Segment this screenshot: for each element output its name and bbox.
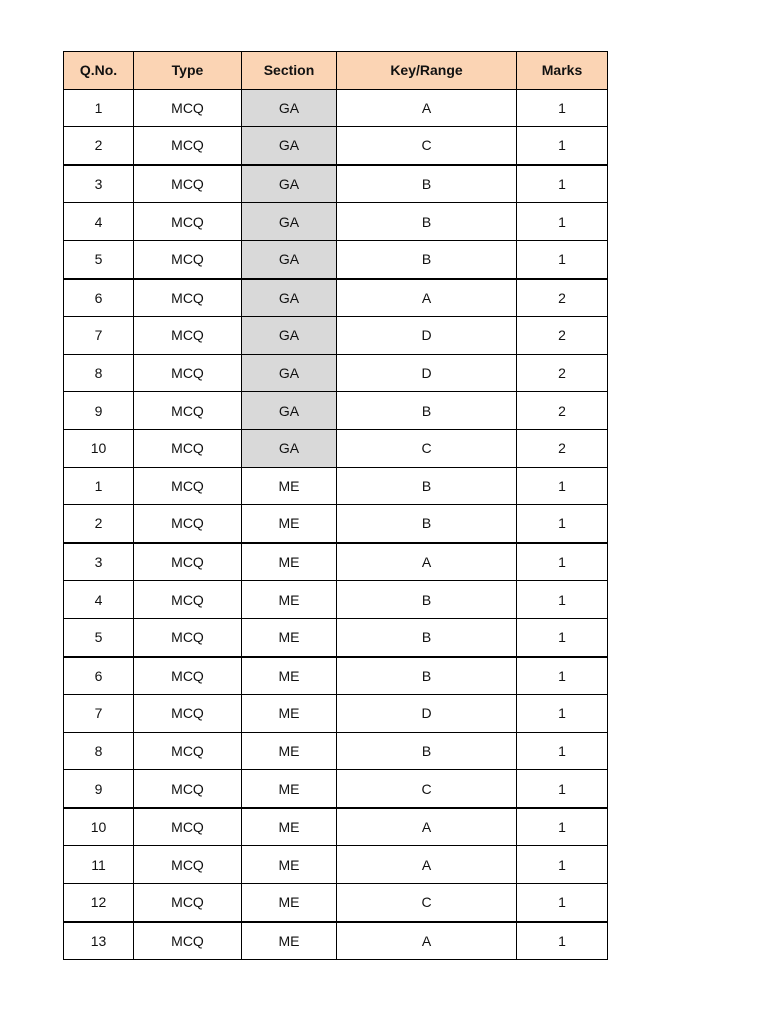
cell-type: MCQ bbox=[134, 695, 242, 733]
cell-type: MCQ bbox=[134, 884, 242, 922]
cell-key-range: A bbox=[337, 808, 517, 846]
cell-section: ME bbox=[242, 543, 337, 581]
cell-type: MCQ bbox=[134, 505, 242, 543]
cell-section: ME bbox=[242, 808, 337, 846]
cell-marks: 2 bbox=[517, 279, 608, 317]
cell-type: MCQ bbox=[134, 922, 242, 960]
cell-section: GA bbox=[242, 392, 337, 430]
cell-qno: 8 bbox=[64, 732, 134, 770]
cell-qno: 4 bbox=[64, 581, 134, 619]
table-row bbox=[64, 317, 608, 355]
table-row bbox=[64, 279, 608, 317]
cell-key-range: B bbox=[337, 618, 517, 656]
cell-qno: 10 bbox=[64, 429, 134, 467]
cell-type: MCQ bbox=[134, 467, 242, 505]
cell-type: MCQ bbox=[134, 354, 242, 392]
header-key-range: Key/Range bbox=[337, 52, 517, 90]
cell-qno: 1 bbox=[64, 467, 134, 505]
table-row bbox=[64, 770, 608, 808]
cell-section: ME bbox=[242, 846, 337, 884]
cell-qno: 2 bbox=[64, 127, 134, 165]
cell-type: MCQ bbox=[134, 127, 242, 165]
cell-section: ME bbox=[242, 695, 337, 733]
cell-section: GA bbox=[242, 165, 337, 203]
cell-qno: 12 bbox=[64, 884, 134, 922]
table-row bbox=[64, 846, 608, 884]
cell-marks: 1 bbox=[517, 240, 608, 278]
cell-key-range: B bbox=[337, 467, 517, 505]
cell-section: GA bbox=[242, 89, 337, 127]
cell-type: MCQ bbox=[134, 203, 242, 241]
header-qno: Q.No. bbox=[64, 52, 134, 90]
cell-marks: 2 bbox=[517, 429, 608, 467]
table-row bbox=[64, 165, 608, 203]
table-row bbox=[64, 884, 608, 922]
cell-key-range: B bbox=[337, 505, 517, 543]
cell-qno: 9 bbox=[64, 770, 134, 808]
table-body bbox=[64, 89, 608, 960]
table-row bbox=[64, 240, 608, 278]
cell-section: GA bbox=[242, 279, 337, 317]
cell-qno: 2 bbox=[64, 505, 134, 543]
header-marks: Marks bbox=[517, 52, 608, 90]
table-row bbox=[64, 467, 608, 505]
cell-qno: 7 bbox=[64, 317, 134, 355]
cell-qno: 5 bbox=[64, 240, 134, 278]
cell-qno: 13 bbox=[64, 922, 134, 960]
cell-section: ME bbox=[242, 467, 337, 505]
answer-key-table bbox=[63, 51, 608, 960]
cell-section: ME bbox=[242, 922, 337, 960]
cell-key-range: B bbox=[337, 165, 517, 203]
cell-type: MCQ bbox=[134, 89, 242, 127]
cell-key-range: C bbox=[337, 770, 517, 808]
cell-type: MCQ bbox=[134, 846, 242, 884]
cell-key-range: A bbox=[337, 279, 517, 317]
cell-marks: 1 bbox=[517, 695, 608, 733]
cell-key-range: C bbox=[337, 884, 517, 922]
table-row bbox=[64, 581, 608, 619]
cell-qno: 7 bbox=[64, 695, 134, 733]
cell-type: MCQ bbox=[134, 165, 242, 203]
cell-key-range: D bbox=[337, 317, 517, 355]
cell-type: MCQ bbox=[134, 279, 242, 317]
cell-marks: 1 bbox=[517, 127, 608, 165]
cell-qno: 1 bbox=[64, 89, 134, 127]
cell-section: ME bbox=[242, 732, 337, 770]
cell-marks: 1 bbox=[517, 884, 608, 922]
cell-key-range: B bbox=[337, 203, 517, 241]
cell-type: MCQ bbox=[134, 317, 242, 355]
table-row bbox=[64, 127, 608, 165]
cell-marks: 2 bbox=[517, 392, 608, 430]
table-row bbox=[64, 808, 608, 846]
header-section: Section bbox=[242, 52, 337, 90]
table-row bbox=[64, 922, 608, 960]
table-row bbox=[64, 695, 608, 733]
cell-key-range: B bbox=[337, 657, 517, 695]
cell-marks: 1 bbox=[517, 846, 608, 884]
cell-marks: 1 bbox=[517, 543, 608, 581]
answer-key-sheet bbox=[63, 51, 608, 960]
cell-key-range: D bbox=[337, 354, 517, 392]
table-header-row bbox=[64, 52, 608, 90]
cell-marks: 1 bbox=[517, 770, 608, 808]
cell-type: MCQ bbox=[134, 581, 242, 619]
cell-marks: 2 bbox=[517, 354, 608, 392]
cell-section: ME bbox=[242, 770, 337, 808]
cell-section: GA bbox=[242, 354, 337, 392]
cell-qno: 6 bbox=[64, 657, 134, 695]
cell-section: ME bbox=[242, 581, 337, 619]
cell-key-range: A bbox=[337, 922, 517, 960]
cell-qno: 3 bbox=[64, 165, 134, 203]
cell-key-range: A bbox=[337, 89, 517, 127]
cell-qno: 9 bbox=[64, 392, 134, 430]
cell-marks: 1 bbox=[517, 165, 608, 203]
cell-qno: 3 bbox=[64, 543, 134, 581]
cell-section: GA bbox=[242, 203, 337, 241]
cell-marks: 1 bbox=[517, 657, 608, 695]
table-row bbox=[64, 429, 608, 467]
table-row bbox=[64, 354, 608, 392]
cell-marks: 1 bbox=[517, 581, 608, 619]
cell-key-range: B bbox=[337, 732, 517, 770]
cell-section: ME bbox=[242, 618, 337, 656]
cell-key-range: C bbox=[337, 127, 517, 165]
cell-section: ME bbox=[242, 884, 337, 922]
cell-marks: 1 bbox=[517, 89, 608, 127]
cell-qno: 10 bbox=[64, 808, 134, 846]
cell-key-range: B bbox=[337, 581, 517, 619]
table-row bbox=[64, 657, 608, 695]
cell-marks: 1 bbox=[517, 732, 608, 770]
table-row bbox=[64, 543, 608, 581]
cell-type: MCQ bbox=[134, 732, 242, 770]
cell-marks: 1 bbox=[517, 505, 608, 543]
cell-section: GA bbox=[242, 429, 337, 467]
cell-qno: 5 bbox=[64, 618, 134, 656]
cell-key-range: D bbox=[337, 695, 517, 733]
cell-qno: 6 bbox=[64, 279, 134, 317]
table-row bbox=[64, 505, 608, 543]
cell-section: GA bbox=[242, 127, 337, 165]
cell-type: MCQ bbox=[134, 543, 242, 581]
cell-marks: 2 bbox=[517, 317, 608, 355]
cell-marks: 1 bbox=[517, 808, 608, 846]
cell-marks: 1 bbox=[517, 922, 608, 960]
table-row bbox=[64, 732, 608, 770]
cell-type: MCQ bbox=[134, 240, 242, 278]
cell-key-range: B bbox=[337, 392, 517, 430]
cell-qno: 8 bbox=[64, 354, 134, 392]
cell-key-range: B bbox=[337, 240, 517, 278]
table-row bbox=[64, 392, 608, 430]
cell-type: MCQ bbox=[134, 770, 242, 808]
cell-type: MCQ bbox=[134, 392, 242, 430]
cell-qno: 4 bbox=[64, 203, 134, 241]
cell-marks: 1 bbox=[517, 618, 608, 656]
cell-marks: 1 bbox=[517, 203, 608, 241]
header-type: Type bbox=[134, 52, 242, 90]
cell-type: MCQ bbox=[134, 429, 242, 467]
cell-section: GA bbox=[242, 240, 337, 278]
table-row bbox=[64, 618, 608, 656]
cell-key-range: C bbox=[337, 429, 517, 467]
cell-key-range: A bbox=[337, 846, 517, 884]
cell-key-range: A bbox=[337, 543, 517, 581]
table-row bbox=[64, 203, 608, 241]
cell-qno: 11 bbox=[64, 846, 134, 884]
cell-section: GA bbox=[242, 317, 337, 355]
cell-type: MCQ bbox=[134, 808, 242, 846]
cell-type: MCQ bbox=[134, 618, 242, 656]
cell-section: ME bbox=[242, 505, 337, 543]
table-row bbox=[64, 89, 608, 127]
cell-type: MCQ bbox=[134, 657, 242, 695]
cell-marks: 1 bbox=[517, 467, 608, 505]
cell-section: ME bbox=[242, 657, 337, 695]
